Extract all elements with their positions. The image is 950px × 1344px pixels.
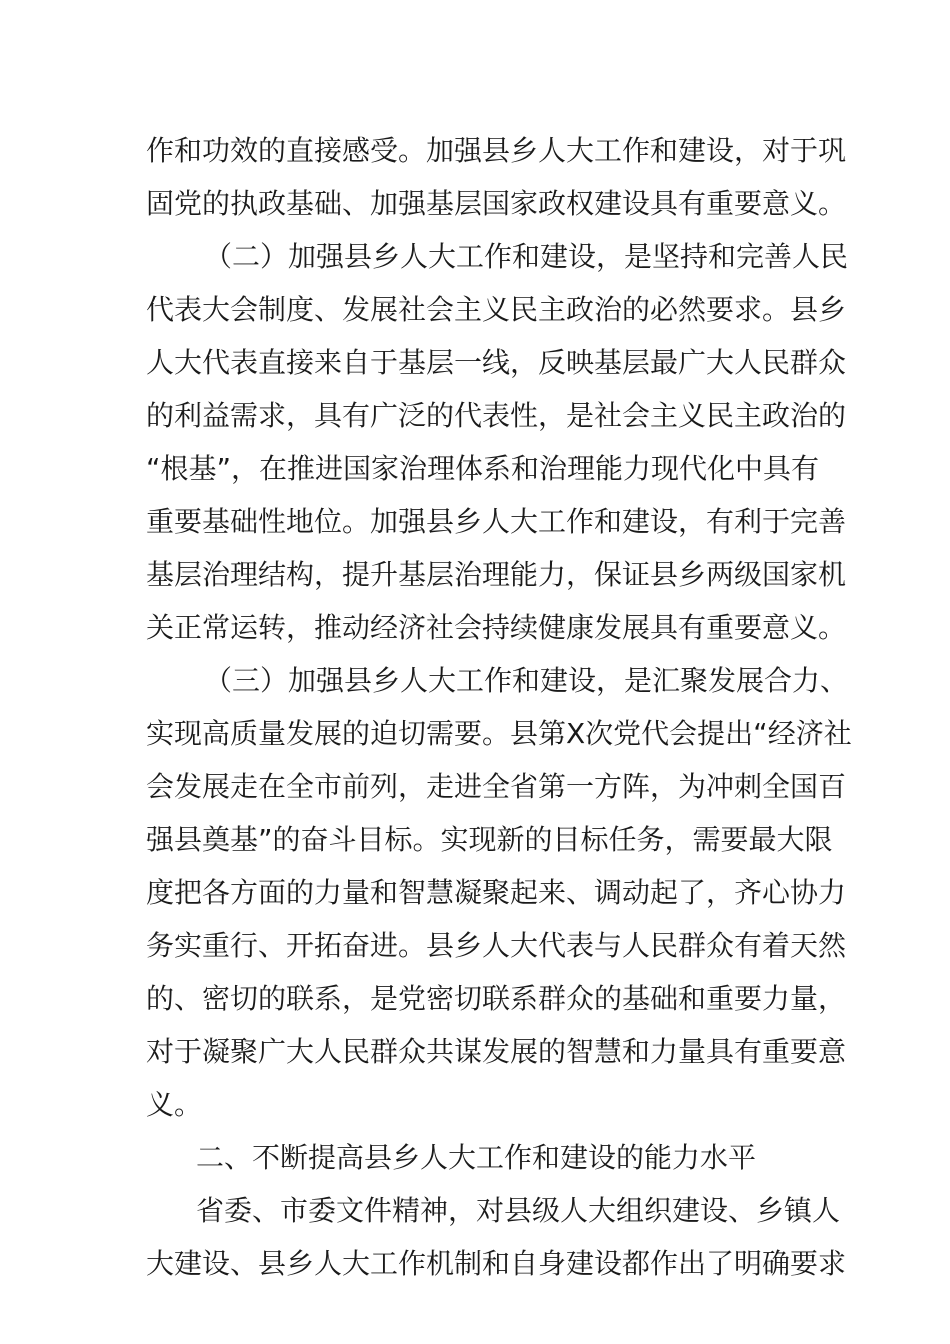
paragraph-line: 关正常运转，推动经济社会持续健康发展具有重要意义。 [146, 611, 847, 644]
paragraph-line: 固党的执政基础、加强基层国家政权建设具有重要意义。 [146, 187, 847, 220]
paragraph-line: 的利益需求，具有广泛的代表性，是社会主义民主政治的 [146, 399, 847, 432]
paragraph-line: 义。 [146, 1088, 203, 1121]
paragraph-line: 基层治理结构，提升基层治理能力，保证县乡两级国家机 [146, 558, 847, 591]
paragraph-line: 省委、市委文件精神，对县级人大组织建设、乡镇人 [196, 1194, 841, 1227]
paragraph-line: 度把各方面的力量和智慧凝聚起来、调动起了，齐心协力 [146, 876, 847, 909]
paragraph-line: 强县奠基”的奋斗目标。实现新的目标任务，需要最大限 [146, 823, 833, 856]
paragraph-line: （二）加强县乡人大工作和建设，是坚持和完善人民 [204, 240, 849, 273]
paragraph-line: 作和功效的直接感受。加强县乡人大工作和建设，对于巩 [146, 134, 847, 167]
paragraph-line: 代表大会制度、发展社会主义民主政治的必然要求。县乡 [146, 293, 847, 326]
paragraph-line: 对于凝聚广大人民群众共谋发展的智慧和力量具有重要意 [146, 1035, 847, 1068]
paragraph-line: 人大代表直接来自于基层一线，反映基层最广大人民群众 [146, 346, 847, 379]
paragraph-line: 会发展走在全市前列，走进全省第一方阵，为冲刺全国百 [146, 770, 847, 803]
paragraph-line: 重要基础性地位。加强县乡人大工作和建设，有利于完善 [146, 505, 847, 538]
paragraph-line: “根基”，在推进国家治理体系和治理能力现代化中具有 [146, 452, 820, 485]
paragraph-line: 实现高质量发展的迫切需要。县第X次党代会提出“经济社 [146, 717, 852, 750]
paragraph-line: 大建设、县乡人大工作机制和自身建设都作出了明确要求 [146, 1247, 847, 1280]
paragraph-line: （三）加强县乡人大工作和建设，是汇聚发展合力、 [204, 664, 849, 697]
section-heading: 二、不断提高县乡人大工作和建设的能力水平 [196, 1141, 757, 1174]
paragraph-line: 务实重行、开拓奋进。县乡人大代表与人民群众有着天然 [146, 929, 847, 962]
paragraph-line: 的、密切的联系，是党密切联系群众的基础和重要力量， [146, 982, 847, 1015]
